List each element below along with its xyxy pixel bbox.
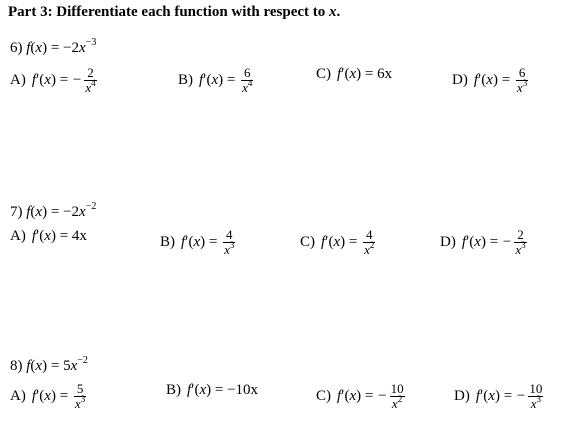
problem-statement: 6) $f(x) = -2x^{-3}$: [10, 37, 97, 56]
choice-letter: B): [166, 382, 181, 398]
choice-letter: D): [454, 388, 470, 404]
fraction: $\frac{4}{x^2}$: [364, 227, 375, 257]
choice-letter: C): [300, 234, 315, 250]
answer-choice-c[interactable]: C) f′(x) = − $\frac{10}{x^2}$: [316, 381, 404, 411]
section-heading: Part 3: Differentiate each function with respect to x.: [8, 4, 341, 20]
problem-number: 6): [10, 40, 23, 56]
problem-statement: 7) $f(x) = -2x^{-2}$: [10, 201, 97, 220]
choice-value: 4x: [71, 228, 87, 244]
answer-choice-a[interactable]: A) f′(x) = $\frac{5}{x^3}$: [10, 381, 86, 411]
fraction: $\frac{2}{x^4}$: [85, 65, 96, 95]
problem-number: 8): [10, 358, 23, 374]
choice-letter: C): [316, 388, 331, 404]
fraction: $\frac{10}{x^3}$: [529, 381, 543, 411]
answer-choice-b[interactable]: B) f′(x) = −10x: [166, 382, 259, 398]
fraction: $\frac{4}{x^3}$: [224, 227, 235, 257]
problem-number: 7): [10, 204, 23, 220]
problem-statement: 8) $f(x) = 5x^{-2}$: [10, 355, 88, 374]
fraction: $\frac{2}{x^3}$: [515, 227, 526, 257]
choice-letter: C): [316, 66, 331, 82]
fraction: $\frac{6}{x^3}$: [516, 65, 528, 95]
answer-choice-b[interactable]: B) f′(x) = $\frac{6}{x^4}$: [178, 65, 253, 95]
choice-letter: B): [160, 234, 175, 250]
fraction: $\frac{10}{x^2}$: [390, 381, 404, 411]
answer-choice-a[interactable]: A) f′(x) = − $\frac{2}{x^4}$: [10, 65, 96, 95]
choice-letter: D): [452, 72, 468, 88]
choice-value: −10x: [227, 382, 259, 398]
choice-letter: D): [440, 234, 456, 250]
answer-choice-c[interactable]: C) f′(x) = 6x: [316, 66, 393, 82]
choice-letter: A): [10, 228, 26, 244]
answer-choice-d[interactable]: D) f′(x) = − $\frac{10}{x^3}$: [454, 381, 543, 411]
choice-letter: A): [10, 72, 26, 88]
choice-value: 6x: [377, 66, 393, 82]
choice-letter: B): [178, 72, 193, 88]
fraction: $\frac{5}{x^3}$: [74, 381, 86, 411]
answer-choice-c[interactable]: C) f′(x) = $\frac{4}{x^2}$: [300, 227, 375, 257]
answer-choice-d[interactable]: D) f′(x) = $\frac{6}{x^3}$: [452, 65, 528, 95]
fraction: $\frac{6}{x^4}$: [242, 65, 253, 95]
answer-choice-d[interactable]: D) f′(x) = − $\frac{2}{x^3}$: [440, 227, 526, 257]
choice-letter: A): [10, 388, 26, 404]
answer-choice-b[interactable]: B) f′(x) = $\frac{4}{x^3}$: [160, 227, 235, 257]
answer-choice-a[interactable]: A) f′(x) = 4x: [10, 228, 87, 244]
